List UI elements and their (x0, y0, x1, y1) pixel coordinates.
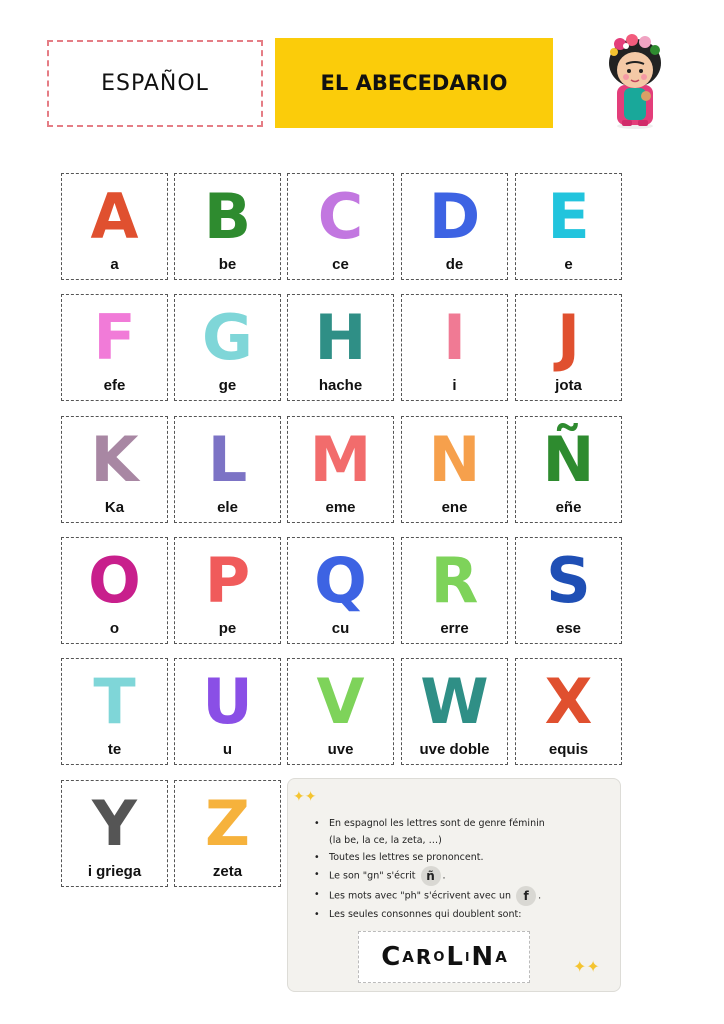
card-letter: P (204, 544, 251, 617)
card-letter: W (420, 665, 489, 738)
info-item: • En espagnol les lettres sont de genre féminin (la be, la ce, la zeta, …) (328, 815, 613, 849)
card-letter: N (428, 423, 481, 496)
card-letter: H (314, 301, 367, 374)
card-letter-name: e (564, 256, 573, 273)
page-title (275, 38, 553, 128)
name-tag-letter: N (471, 942, 494, 972)
card-letter-name: ese (555, 620, 582, 637)
letter-card (61, 416, 168, 523)
info-panel (287, 778, 621, 992)
avatar-icon (600, 30, 670, 130)
letter-card (515, 294, 622, 401)
card-letter-name: be (218, 256, 237, 273)
card-letter-name: i griega (87, 863, 142, 880)
info-item: • Le son "gn" s'écrit ñ . (328, 866, 613, 886)
name-tag-letter: C (381, 942, 401, 972)
card-letter-name: hache (318, 377, 363, 394)
card-letter: U (202, 665, 253, 738)
info-list (314, 815, 613, 923)
info-text: Les seules consonnes qui doublent sont: (329, 909, 522, 920)
info-item: • Les mots avec "ph" s'écrivent avec un f . (328, 886, 613, 906)
letter-card (515, 537, 622, 644)
letter-card (174, 658, 281, 765)
card-letter-name: ele (217, 499, 238, 516)
card-letter-name: te (107, 741, 122, 758)
name-tag-letter: R (415, 945, 432, 969)
info-text: En espagnol les lettres sont de genre féminin (329, 818, 545, 829)
subject-label (47, 40, 263, 127)
info-text-end: . (442, 870, 446, 882)
card-letter: R (430, 544, 479, 617)
card-letter-name: pe (218, 620, 237, 637)
name-tag-letter: A (402, 948, 414, 966)
letter-card (401, 173, 508, 280)
card-letter: Y (92, 787, 137, 860)
letter-card (174, 537, 281, 644)
info-text-cont: (la be, la ce, la zeta, …) (329, 835, 442, 846)
card-letter: D (428, 180, 481, 253)
card-letter: S (546, 544, 591, 617)
card-letter: V (316, 665, 365, 738)
card-letter: G (202, 301, 253, 374)
card-letter: L (207, 423, 248, 496)
card-letter-name: equis (548, 741, 589, 758)
subject-text: ESPAÑOL (101, 71, 209, 96)
letter-card (401, 294, 508, 401)
card-letter: O (88, 544, 141, 617)
page-title-text: EL ABECEDARIO (320, 71, 508, 95)
letter-card (515, 173, 622, 280)
card-letter: Q (314, 544, 367, 617)
letter-card (401, 416, 508, 523)
letter-card (61, 780, 168, 887)
card-letter-name: i (452, 377, 457, 394)
card-letter-name: erre (440, 620, 469, 637)
letter-card (515, 658, 622, 765)
card-letter: K (90, 423, 139, 496)
card-letter-name: zeta (212, 863, 243, 880)
letter-chip: ñ (421, 866, 441, 886)
letter-card (61, 658, 168, 765)
card-letter-name: eme (325, 499, 356, 516)
card-letter-name: Ka (104, 499, 125, 516)
card-letter-name: de (445, 256, 464, 273)
name-tag-letter: O (433, 949, 445, 965)
card-letter-name: eñe (555, 499, 582, 516)
card-letter: C (317, 180, 364, 253)
letter-card (287, 294, 394, 401)
card-letter-name: jota (555, 377, 582, 394)
name-tag-letter: A (495, 948, 507, 966)
card-letter: Z (205, 787, 250, 860)
letter-card (515, 416, 622, 523)
card-letter-name: u (222, 741, 233, 758)
letter-card (174, 416, 281, 523)
info-item: • Les seules consonnes qui doublent sont: (314, 909, 522, 920)
name-tag-letter: L (446, 942, 463, 972)
letter-card (287, 537, 394, 644)
card-letter-name: ce (332, 256, 349, 273)
card-letter-name: a (110, 256, 119, 273)
card-letter: F (93, 301, 136, 374)
sparkle-icon: ✦✦ (573, 957, 600, 976)
card-letter-name: o (109, 620, 120, 637)
info-text: Le son "gn" s'écrit (329, 870, 416, 882)
card-letter: I (442, 301, 467, 374)
card-letter: E (547, 180, 590, 253)
letter-card (287, 173, 394, 280)
card-letter: J (556, 301, 581, 374)
name-tag-letter: I (464, 950, 470, 964)
card-letter-name: efe (103, 377, 126, 394)
card-letter-name: uve doble (419, 741, 490, 758)
card-letter-name: ge (218, 377, 237, 394)
info-text: Les mots avec "ph" s'écrivent avec un (329, 890, 512, 902)
letter-card (174, 173, 281, 280)
letter-card (61, 173, 168, 280)
info-item: • Toutes les lettres se prononcent. (314, 852, 484, 863)
card-letter-name: uve (327, 741, 354, 758)
info-text: Toutes les lettres se prononcent. (329, 852, 484, 863)
letter-card (287, 416, 394, 523)
card-letter: A (90, 180, 139, 253)
letter-card (401, 658, 508, 765)
letter-card (61, 294, 168, 401)
letter-card (174, 294, 281, 401)
card-letter-name: ene (441, 499, 468, 516)
letter-card (287, 658, 394, 765)
name-tag (358, 931, 530, 983)
letter-card (401, 537, 508, 644)
card-letter: Ñ (542, 423, 595, 496)
card-letter-name: cu (331, 620, 350, 637)
info-text-end: . (538, 890, 542, 902)
letter-chip: f (516, 886, 536, 906)
card-letter: X (544, 665, 593, 738)
card-letter: B (203, 180, 252, 253)
letter-card (61, 537, 168, 644)
card-letter: T (93, 665, 136, 738)
letter-card (174, 780, 281, 887)
sparkle-icon: ✦✦ (293, 789, 317, 805)
card-letter: M (309, 423, 372, 496)
